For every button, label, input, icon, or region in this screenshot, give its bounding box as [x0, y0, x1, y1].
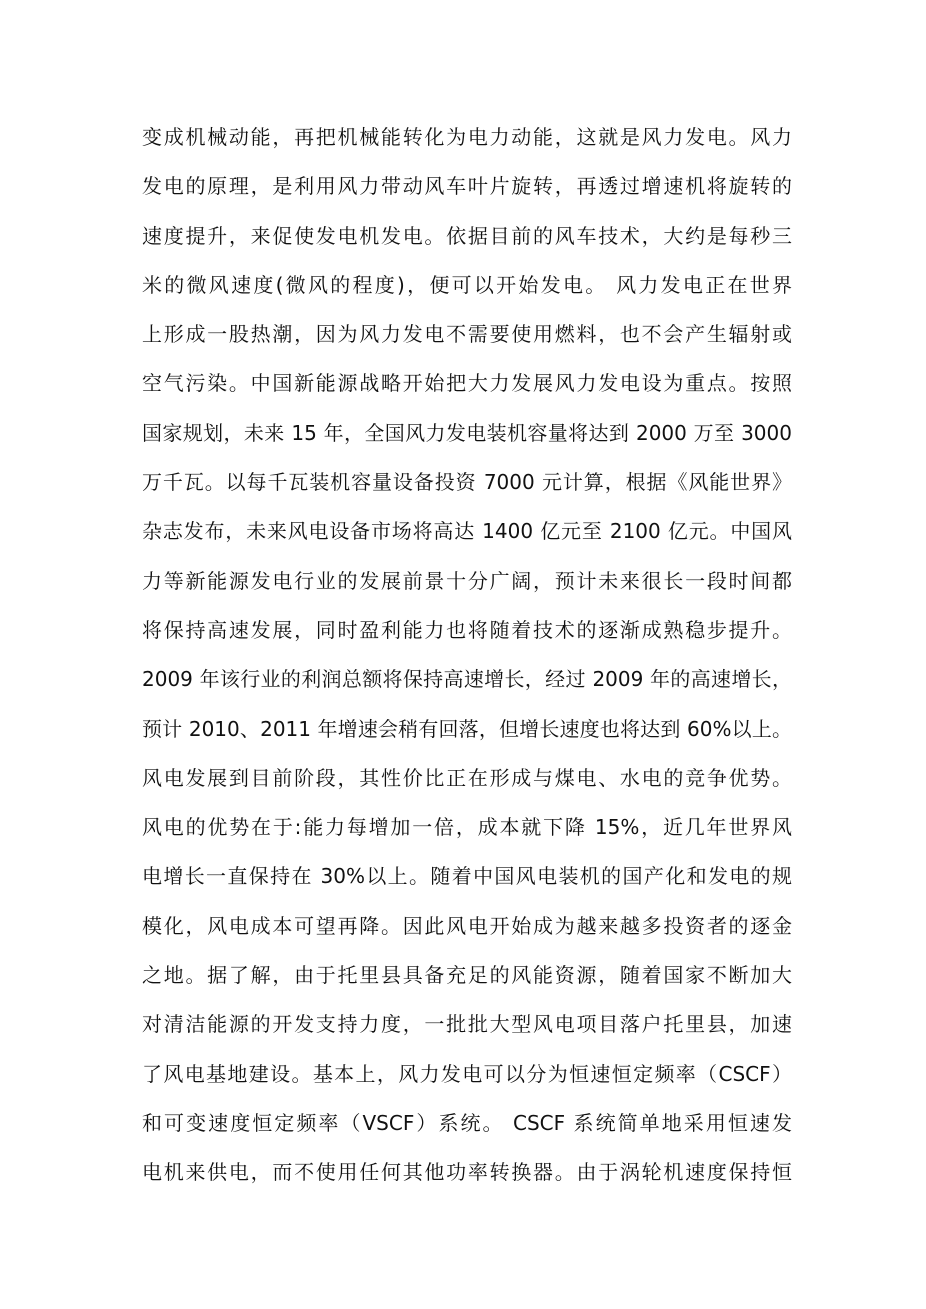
text-line: 和可变速度恒定频率（VSCF）系统。 CSCF 系统简单地采用恒速发: [142, 1110, 792, 1135]
text-line: 万千瓦。以每千瓦装机容量设备投资 7000 元计算，根据《风能世界》: [142, 470, 792, 495]
text-line: 风电发展到目前阶段，其性价比正在形成与煤电、水电的竞争优势。: [142, 765, 792, 790]
text-line: 杂志发布，未来风电设备市场将高达 1400 亿元至 2100 亿元。中国风: [142, 519, 792, 544]
text-line: 发电的原理，是利用风力带动风车叶片旋转，再透过增速机将旋转的: [142, 174, 792, 199]
text-line: 对清洁能源的开发支持力度，一批批大型风电项目落户托里县，加速: [142, 1012, 792, 1037]
text-line: 预计 2010、2011 年增速会稍有回落，但增长速度也将达到 60%以上。: [142, 716, 792, 741]
text-line: 变成机械动能，再把机械能转化为电力动能，这就是风力发电。风力: [142, 125, 792, 149]
text-line: 国家规划，未来 15 年，全国风力发电装机容量将达到 2000 万至 3000: [142, 420, 792, 445]
text-line: 之地。据了解，由于托里县具备充足的风能资源，随着国家不断加大: [142, 963, 792, 988]
text-line: 力等新能源发电行业的发展前景十分广阔，预计未来很长一段时间都: [142, 568, 792, 593]
text-line: 速度提升，来促使发电机发电。依据目前的风车技术，大约是每秒三: [142, 223, 792, 248]
text-line: 2009 年该行业的利润总额将保持高速增长，经过 2009 年的高速增长，: [142, 667, 792, 692]
text-line: 电增长一直保持在 30%以上。随着中国风电装机的国产化和发电的规: [142, 864, 792, 889]
body-paragraph: [142, 117, 792, 1202]
text-line: 了风电基地建设。基本上，风力发电可以分为恒速恒定频率（CSCF）: [142, 1061, 792, 1086]
text-line: 米的微风速度(微风的程度)，便可以开始发电。 风力发电正在世界: [142, 272, 792, 297]
text-line: 空气污染。中国新能源战略开始把大力发展风力发电设为重点。按照: [142, 371, 792, 396]
text-line: 风电的优势在于:能力每增加一倍，成本就下降 15%，近几年世界风: [142, 815, 792, 840]
text-line: 将保持高速发展，同时盈利能力也将随着技术的逐渐成熟稳步提升。: [142, 617, 792, 642]
text-line: 模化，风电成本可望再降。因此风电开始成为越来越多投资者的逐金: [142, 913, 792, 938]
text-line: 上形成一股热潮，因为风力发电不需要使用燃料，也不会产生辐射或: [142, 322, 792, 347]
text-line: 电机来供电，而不使用任何其他功率转换器。由于涡轮机速度保持恒: [142, 1160, 792, 1185]
